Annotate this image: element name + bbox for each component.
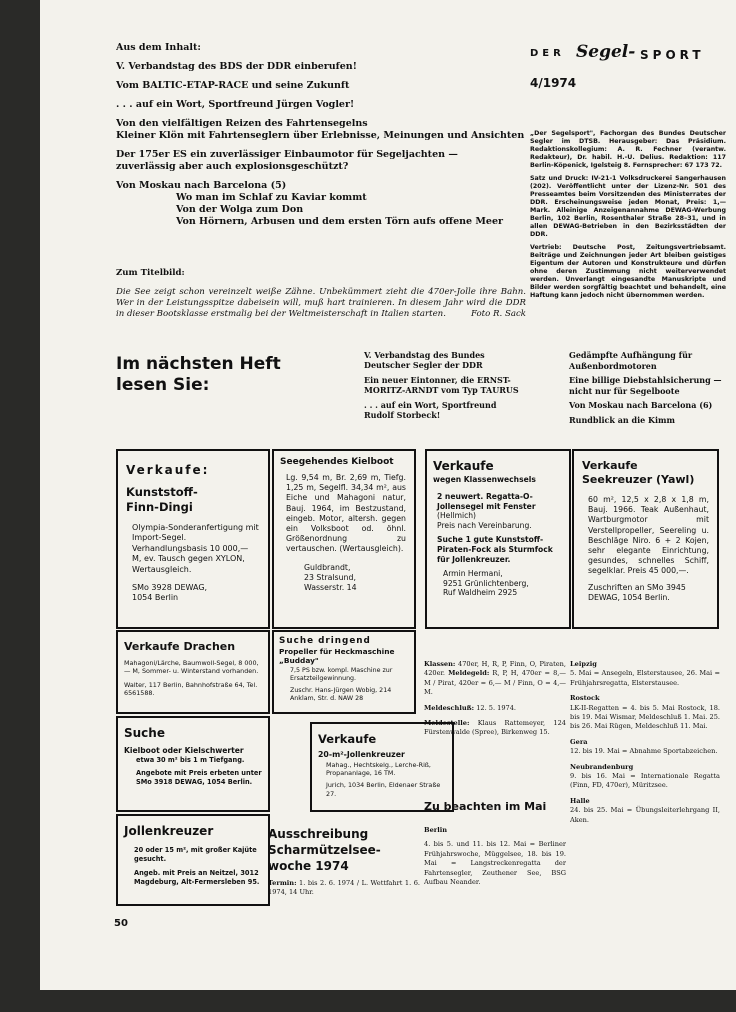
ad-contact-line: Wasserstr. 14 [304, 583, 357, 593]
ad-heading: Jollenkreuzer [124, 824, 214, 838]
ad-contact-line: 23 Stralsund, [304, 572, 356, 582]
meldegeld-label: Meldegeld: [448, 669, 490, 678]
ad-body-line: (Hellmich) [437, 511, 477, 521]
next-issue-col1 [364, 350, 564, 420]
ad-suche-kielboot [116, 716, 270, 812]
ausschreibung-termin [268, 879, 420, 898]
rostock-label: Rostock [570, 694, 600, 703]
ad-kielboot [272, 449, 416, 629]
cover-caption [116, 268, 526, 320]
regatta-details [424, 660, 566, 738]
ad-contact-line: SMo 3928 DEWAG, [132, 583, 208, 593]
meldeschluss-paragraph [424, 704, 566, 713]
next-issue-item: Außenbordmotoren [569, 360, 657, 371]
next-issue-item: Von Moskau nach Barcelona (6) [569, 400, 713, 411]
toc-item: zuverlässig aber auch explosionsgeschützt? [116, 161, 349, 172]
halle-text: 24. bis 25. Mai = Übungsleiterlehrgang II, Aken. [570, 806, 720, 824]
klassen-text: 470er, H, R, P, Finn, O, Piraten, 420er. [424, 660, 566, 678]
ausschreibung [268, 826, 420, 898]
ausschreibung-heading [268, 826, 420, 874]
impressum-distribution: Vertrieb: Deutsche Post, Zeitungsvertriebsamt. Beiträge und Zeichnungen jeder Art bleiben geistiges Eigentum der Autoren und Konstrukteure und dürfen ohne deren Zustimmung nicht weiterverwendet werden. Unverlangt eingesandte Manuskripte und Bilder werden sorgfältig beachtet und behandelt, eine Haftung kann jedoch nicht übernommen werden. [530, 244, 726, 299]
toc-item: Vom BALTIC-ETAP-RACE und seine Zukunft [116, 80, 350, 91]
ad-contact-line: Ruf Waldheim 2925 [443, 588, 518, 598]
ad-contact [443, 569, 563, 598]
ad-body: Olympia-Sonderanfertigung mit Import-Segel. Verhandlungsbasis 10 000,— M, ev. Tausch gegen XYLON, Wertausgleich. [132, 523, 259, 574]
klassen-paragraph [424, 660, 566, 698]
meldegeld-text: R, P, H, 470er = 8,— M / Pirat, 420er = 6,— M / Finn, O = 4,— M. [424, 669, 566, 697]
ad-heading: Suche [124, 726, 165, 740]
ad-contact-line: 1054 Berlin [132, 593, 179, 603]
cover-caption-heading: Zum Titelbild: [116, 268, 185, 278]
ad-heading-line: Seekreuzer (Yawl) [582, 473, 695, 486]
ad-body: etwa 30 m² bis 1 m Tiefgang. [136, 756, 245, 764]
toc-item: Von Hörnern, Arbusen und dem ersten Törn aufs offene Meer [176, 216, 503, 227]
masthead-segel: Segel- [576, 42, 636, 62]
ad-jollenkreuzer-gesucht [116, 814, 270, 906]
ad-body: Mahagoni/Lärche, Baumwoll-Segel, 8 000,— M, Sommer- u. Winterstand vorhanden. [124, 659, 259, 676]
next-issue-title-line: Im nächsten Heft [116, 354, 281, 374]
ad-contact [132, 583, 260, 604]
ad-contact: Jurich, 1034 Berlin, Eldenaer Straße 27. [326, 781, 441, 798]
mai-heading: Zu beachten im Mai [424, 800, 547, 813]
termin-label: Termin: [268, 879, 297, 887]
ad-subheading: 20-m²-Jollenkreuzer [318, 750, 405, 759]
masthead [530, 42, 730, 90]
meldestelle-label: Meldestelle: [424, 719, 470, 728]
ad-contact: Zuschr. Hans-Jürgen Wobig, 214 Anklam, Str. d. NAW 28 [290, 687, 392, 702]
ad-heading: Seegehendes Kielboot [280, 457, 394, 467]
leipzig-label: Leipzig [570, 660, 597, 668]
ad-subheading: Kielboot oder Kielschwerter [124, 746, 244, 755]
ausschreibung-heading-line: Ausschreibung [268, 827, 369, 841]
rostock-text: LK-II-Regatten = 4. bis 5. Mai Rostock, 18. bis 19. Mai Wismar, Meldeschluß 1. Mai. 25. bis 26. Mai Rügen, Meldeschluß 11. Mai. [570, 703, 720, 731]
meldeschluss-text: 12. 5. 1974. [476, 703, 517, 712]
ad-heading: Verkaufe Drachen [124, 640, 236, 653]
meldestelle-text: Klaus Rattemeyer, 124 Fürstenwalde (Spree), Birkenweg 15. [424, 719, 566, 737]
ad-heading-line: Verkaufe [582, 459, 638, 472]
mai-berlin [424, 826, 566, 887]
ad-contact: Angeb. mit Preis an Neitzel, 3012 Magdeburg, Alt-Fermersleben 95. [134, 869, 260, 886]
ad-body-line: Suche 1 gute Kunststoff-Piraten-Fock als Sturmfock für Jollenkreuzer. [437, 535, 553, 564]
next-issue-item: Gedämpfte Aufhängung für [569, 350, 693, 360]
ad-drachen [116, 630, 270, 714]
cover-caption-text: Die See zeigt schon vereinzelt weiße Zähne. Unbekümmert zieht die 470er-Jolle ihre Bahn. Wer in der Leistungsspitze dabeisein will, muß hart trainieren. In diesem Jahr wird die DDR in dieser Bootsklasse erstmalig bei der Weltmeisterschaft in Italien starten. [116, 287, 526, 319]
next-issue-item: Rundblick an die Kimm [569, 414, 675, 425]
ad-subheading: wegen Klassenwechsels [433, 475, 536, 484]
toc-item: Von den vielfältigen Reizen des Fahrtensegelns [116, 118, 368, 129]
impressum-print: Satz und Druck: IV-21-1 Volksdruckerei Sangerhausen (202). Veröffentlicht unter der Lizenz-Nr. 501 des Presseamtes beim Vorsitzenden des Ministerrates der DDR. Erscheinungsweise jeden Monat, Preis: 1,— Mark. Alleinige Anzeigenannahme DEWAG-Werbung Berlin, 102 Berlin, Rosenthaler Straße 28–31, und in allen DEWAG-Betrieben in den Bezirksstädten der DDR. [530, 175, 726, 238]
toc-item: Von Moskau nach Barcelona (5) [116, 180, 287, 191]
ad-contact: Angebote mit Preis erbeten unter SMo 3918 DEWAG, 1054 Berlin. [136, 769, 262, 786]
impressum [530, 130, 726, 305]
next-issue-item: Rudolf Storbeck! [364, 410, 441, 421]
next-issue-item: MORITZ-ARNDT vom Typ TAURUS [364, 385, 519, 396]
meldeschluss-label: Meldeschluß: [424, 703, 475, 712]
ad-contact-line: Armin Hermani, [443, 569, 503, 579]
impressum-publisher: „Der Segelsport", Fachorgan des Bundes Deutscher Segler im DTSB. Herausgeber: Das Präsidium. Redaktionskollegium: A. R. Fechner (verantw. Redakteur), Dr. habil. H.-U. Delius. Redaktion: 117 Berlin-Köpenick, Igelsteig 8. Fernsprecher: 67 173 72. [530, 130, 726, 169]
toc-heading: Aus dem Inhalt: [116, 42, 201, 53]
ad-heading: Verkaufe [433, 459, 494, 473]
berlin-text: 4. bis 5. und 11. bis 12. Mai = Berliner Frühjahrswoche, Müggelsee, 18. bis 19. Mai = Langstreckenregatta der Fahrtensegler, Zeuthener See, BSG Aufbau Neander. [424, 840, 566, 887]
ad-body-line: Preis nach Vereinbarung. [437, 520, 532, 530]
next-issue-title [116, 354, 281, 396]
next-issue-item: Ein neuer Eintonner, die ERNST- [364, 374, 511, 385]
termin-text: 1. bis 2. 6. 1974 / L. Wettfahrt 1. 6. 1974, 14 Uhr. [268, 879, 420, 897]
ausschreibung-heading-line: Scharmützelsee- [268, 843, 381, 857]
ausschreibung-heading-line: woche 1974 [268, 859, 349, 873]
ad-subheading: Propeller für Heckmaschine „Budday" [279, 647, 395, 665]
ad-finn-dingi [116, 449, 270, 629]
table-of-contents [116, 42, 536, 228]
masthead-sport: SPORT [640, 48, 705, 62]
berlin-label: Berlin [424, 826, 448, 834]
toc-item: Kleiner Klön mit Fahrtenseglern über Erlebnisse, Meinungen und Ansichten [116, 130, 525, 141]
ad-contact: Zuschriften an SMo 3945 DEWAG, 1054 Berlin. [588, 582, 686, 602]
ad-contact-line: 9251 Grünlichtenberg, [443, 578, 529, 588]
ad-heading: Suche dringend [279, 636, 371, 646]
next-issue-title-line: lesen Sie: [116, 375, 210, 395]
meldestelle-paragraph [424, 719, 566, 738]
ad-propeller [272, 630, 416, 714]
ad-body: 20 oder 15 m², mit großer Kajüte gesucht. [134, 846, 257, 863]
toc-item: Von der Wolga zum Don [176, 204, 304, 215]
ad-body: 60 m², 12,5 x 2,8 x 1,8 m, Bauj. 1966. Teak Außenhaut, Wartburgmotor mit Verstellpropeller, Seereling u. Beschläge Niro. 6 + 2 Kojen, sehr elegante Einrichtung, gesundes, schnelles Schiff, segelklar. Preis 45 000,—. [588, 495, 709, 576]
leipzig-text: 5. Mai = Ansegeln, Elsterstausee, 26. Mai = Frühjahrsregatta, Elsterstausee. [570, 669, 720, 687]
gera-label: Gera [570, 737, 588, 746]
next-issue-col2 [569, 350, 736, 426]
toc-item: V. Verbandstag des BDS der DDR einberufen! [116, 61, 357, 72]
issue-number: 4/1974 [530, 76, 577, 90]
ad-subheading-line: Finn-Dingi [126, 500, 193, 514]
neubrandenburg-label: Neubrandenburg [570, 762, 634, 771]
magazine-page [40, 0, 736, 990]
gera-text: 12. bis 19. Mai = Abnahme Sportabzeichen. [570, 747, 718, 756]
ad-body: Lg. 9,54 m, Br. 2,69 m, Tiefg. 1,25 m, Segelfl. 34,34 m², aus Eiche und Mahagoni natur, Bauj. 1964, im Bestzustand, eingeb. Motor, altersh. gegen ein Volksboot od. öhnl. Größenordnung zu vertauschen. (Wertausgleich). [286, 473, 406, 554]
ad-contact: Walter, 117 Berlin, Bahnhofstraße 64, Tel. 6561588. [124, 680, 258, 698]
photo-credit: Foto R. Sack [471, 309, 526, 319]
ad-heading [582, 459, 709, 487]
ad-body: Mahag., Hechtskelg., Lerche-Riß, Propananlage, 16 TM. [326, 761, 431, 778]
next-issue-item: Deutscher Segler der DDR [364, 360, 483, 371]
masthead-der: DER [530, 48, 565, 59]
ad-subheading-line: Kunststoff- [126, 485, 198, 499]
toc-item: . . . auf ein Wort, Sportfreund Jürgen Vogler! [116, 99, 355, 110]
ad-seekreuzer [572, 449, 719, 629]
ad-body: 7,5 PS bzw. kompl. Maschine zur Ersatzteilgewinnung. [290, 667, 393, 682]
ad-jollensegel [425, 449, 571, 629]
ad-contact [304, 563, 406, 594]
ad-heading: Verkaufe [318, 732, 377, 746]
next-issue-item: nicht nur für Segelboote [569, 385, 680, 396]
next-issue-item: V. Verbandstag des Bundes [364, 350, 485, 360]
next-issue-item: Eine billige Diebstahlsicherung — [569, 375, 722, 386]
ad-heading: Verkaufe: [126, 463, 210, 477]
ad-body-line: 2 neuwert. Regatta-O-Jollensegel mit Fenster [437, 492, 536, 511]
page-number: 50 [114, 918, 128, 929]
regional-regatten [570, 660, 720, 825]
toc-item: Wo man im Schlaf zu Kaviar kommt [176, 192, 367, 203]
toc-item: Der 175er ES ein zuverlässiger Einbaumotor für Segeljachten — [116, 149, 458, 160]
next-issue-item: . . . auf ein Wort, Sportfreund [364, 399, 497, 410]
neubrandenburg-text: 9. bis 16. Mai = Internationale Regatta (Finn, FD, 470er), Müritzsee. [570, 772, 720, 790]
ad-contact-line: Guldbrandt, [304, 562, 351, 572]
next-issue [116, 350, 726, 430]
halle-label: Halle [570, 796, 590, 805]
ad-body [437, 492, 563, 564]
ad-subheading [126, 485, 260, 515]
klassen-label: Klassen: [424, 660, 456, 668]
